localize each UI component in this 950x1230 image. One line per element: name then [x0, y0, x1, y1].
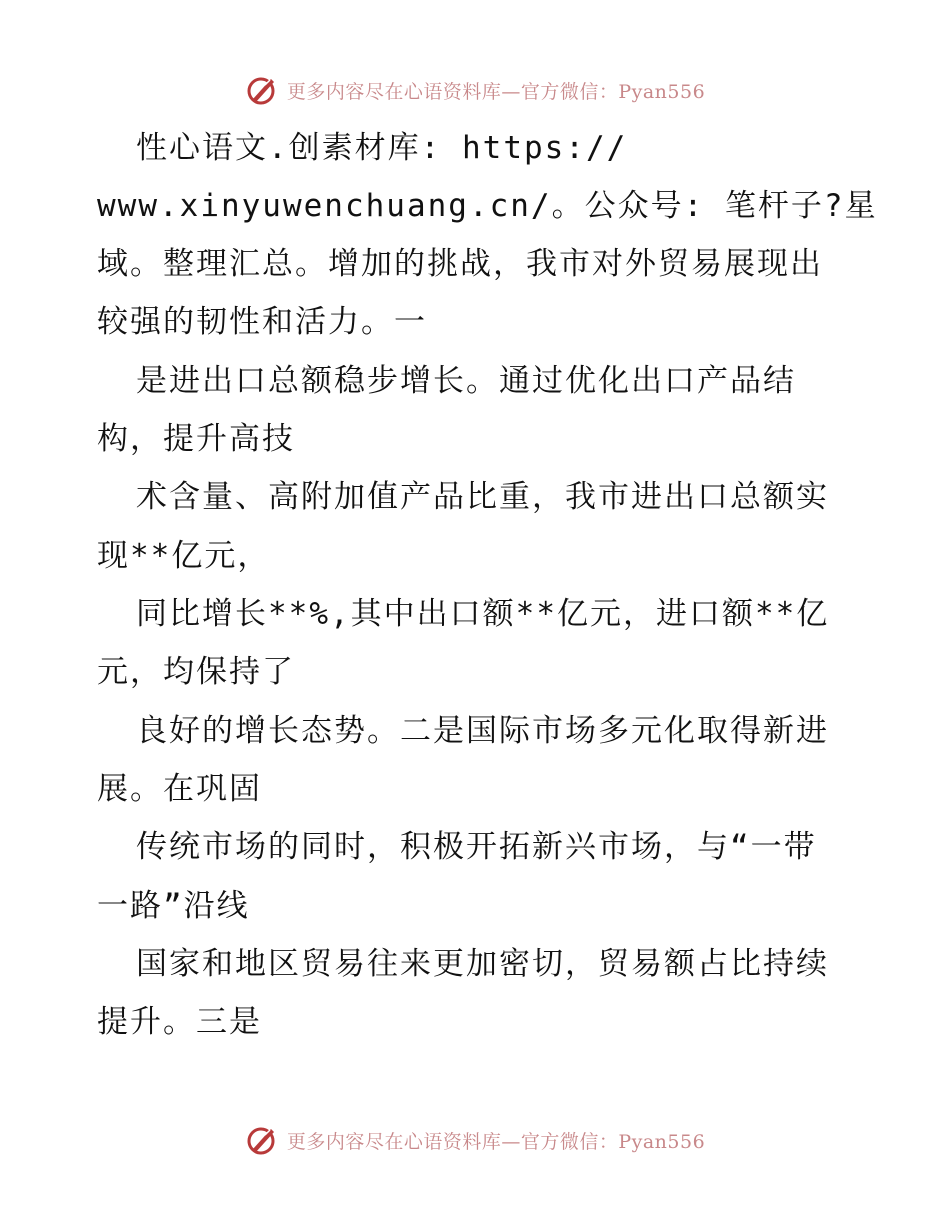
- body-line: 一路”沿线: [97, 888, 250, 924]
- body-line: 国家和地区贸易往来更加密切，贸易额占比持续: [136, 946, 829, 982]
- body-line: 性心语文.创素材库: https://: [136, 130, 628, 166]
- body-line: 是进出口总额稳步增长。通过优化出口产品结: [136, 363, 796, 399]
- header-banner: [0, 70, 950, 110]
- body-line: www.xinyuwenchuang.cn/。公众号: 笔杆子?星: [97, 188, 878, 224]
- body-line: 良好的增长态势。二是国际市场多元化取得新进: [136, 713, 829, 749]
- body-line: 传统市场的同时，积极开拓新兴市场，与“一带: [136, 829, 817, 865]
- body-line: 术含量、高附加值产品比重，我市进出口总额实: [136, 479, 829, 515]
- body-line: 构，提升高技: [97, 421, 295, 457]
- footer-banner-text: 更多内容尽在心语资料库—官方微信：Pyan556: [286, 1130, 706, 1153]
- body-line: 较强的韧性和活力。一: [97, 304, 427, 340]
- body-line: 域。整理汇总。增加的挑战，我市对外贸易展现出: [97, 246, 823, 282]
- body-line: 展。在巩固: [97, 771, 262, 807]
- body-line: 提升。三是: [97, 1004, 262, 1040]
- quill-pen-logo-icon: [245, 1123, 279, 1157]
- body-line: 元，均保持了: [97, 654, 295, 690]
- quill-pen-logo-icon: [245, 73, 279, 107]
- header-banner-text: 更多内容尽在心语资料库—官方微信：Pyan556: [286, 80, 706, 103]
- body-line: 现**亿元，: [97, 538, 271, 574]
- footer-banner: [0, 1120, 950, 1160]
- body-line: 同比增长**%,其中出口额**亿元，进口额**亿: [136, 596, 830, 632]
